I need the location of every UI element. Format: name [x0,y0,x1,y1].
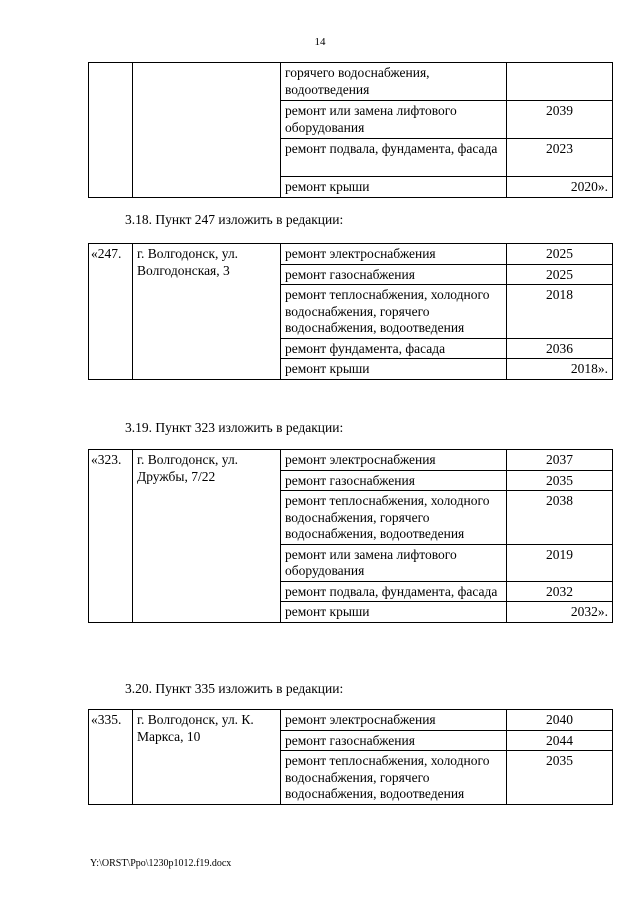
paragraph-heading: 3.19. Пункт 323 изложить в редакции: [125,420,344,435]
year-cell: 2039 [507,101,613,139]
work-cell: ремонт фундамента, фасада [281,338,507,359]
year-cell: 2035 [507,751,613,805]
work-cell: ремонт подвала, фундамента, фасада [281,139,507,177]
year-cell: 2035 [507,470,613,491]
table-row [89,450,613,471]
year-cell: 2025 [507,264,613,285]
file-path-footer: Y:\ORST\Ppo\1230p1012.f19.docx [90,858,232,869]
year-cell: 2037 [507,450,613,471]
work-cell: ремонт или замена лифтового оборудования [281,101,507,139]
work-cell: ремонт крыши [281,359,507,380]
num-cell: «247. [89,244,133,380]
item-335-table [88,709,613,805]
year-cell: 2018». [507,359,613,380]
work-cell: ремонт электроснабжения [281,244,507,265]
work-cell: горячего водоснабжения, водоотведения [281,63,507,101]
table-row [89,244,613,265]
address-cell: г. Волгодонск, ул. К. Маркса, 10 [133,710,281,805]
year-cell: 2020». [507,177,613,198]
year-cell: 2038 [507,491,613,545]
table-row [89,63,613,101]
work-cell: ремонт газоснабжения [281,264,507,285]
page-number: 14 [314,36,326,48]
year-cell: 2032». [507,602,613,623]
table-row [89,710,613,731]
year-cell: 2044 [507,730,613,751]
work-cell: ремонт или замена лифтового оборудования [281,544,507,581]
num-cell: «323. [89,450,133,623]
work-cell: ремонт подвала, фундамента, фасада [281,581,507,602]
paragraph-heading: 3.20. Пункт 335 изложить в редакции: [125,681,344,696]
year-cell: 2032 [507,581,613,602]
continuation-table [88,62,613,198]
work-cell: ремонт крыши [281,602,507,623]
work-cell: ремонт теплоснабжения, холодного водоснабжения, горячего водоснабжения, водоотведения [281,285,507,339]
work-cell: ремонт теплоснабжения, холодного водоснабжения, горячего водоснабжения, водоотведения [281,751,507,805]
year-cell: 2018 [507,285,613,339]
work-cell: ремонт теплоснабжения, холодного водоснабжения, горячего водоснабжения, водоотведения [281,491,507,545]
work-cell: ремонт электроснабжения [281,450,507,471]
work-cell: ремонт крыши [281,177,507,198]
address-cell [133,63,281,198]
year-cell: 2023 [507,139,613,177]
year-cell: 2040 [507,710,613,731]
year-cell: 2036 [507,338,613,359]
paragraph-heading: 3.18. Пункт 247 изложить в редакции: [125,212,344,227]
work-cell: ремонт газоснабжения [281,470,507,491]
num-cell: «335. [89,710,133,805]
item-247-table [88,243,613,380]
num-cell [89,63,133,198]
year-cell: 2019 [507,544,613,581]
year-cell: 2025 [507,244,613,265]
address-cell: г. Волгодонск, ул. Волгодонская, 3 [133,244,281,380]
work-cell: ремонт газоснабжения [281,730,507,751]
year-cell [507,63,613,101]
item-323-table [88,449,613,623]
address-cell: г. Волгодонск, ул. Дружбы, 7/22 [133,450,281,623]
work-cell: ремонт электроснабжения [281,710,507,731]
